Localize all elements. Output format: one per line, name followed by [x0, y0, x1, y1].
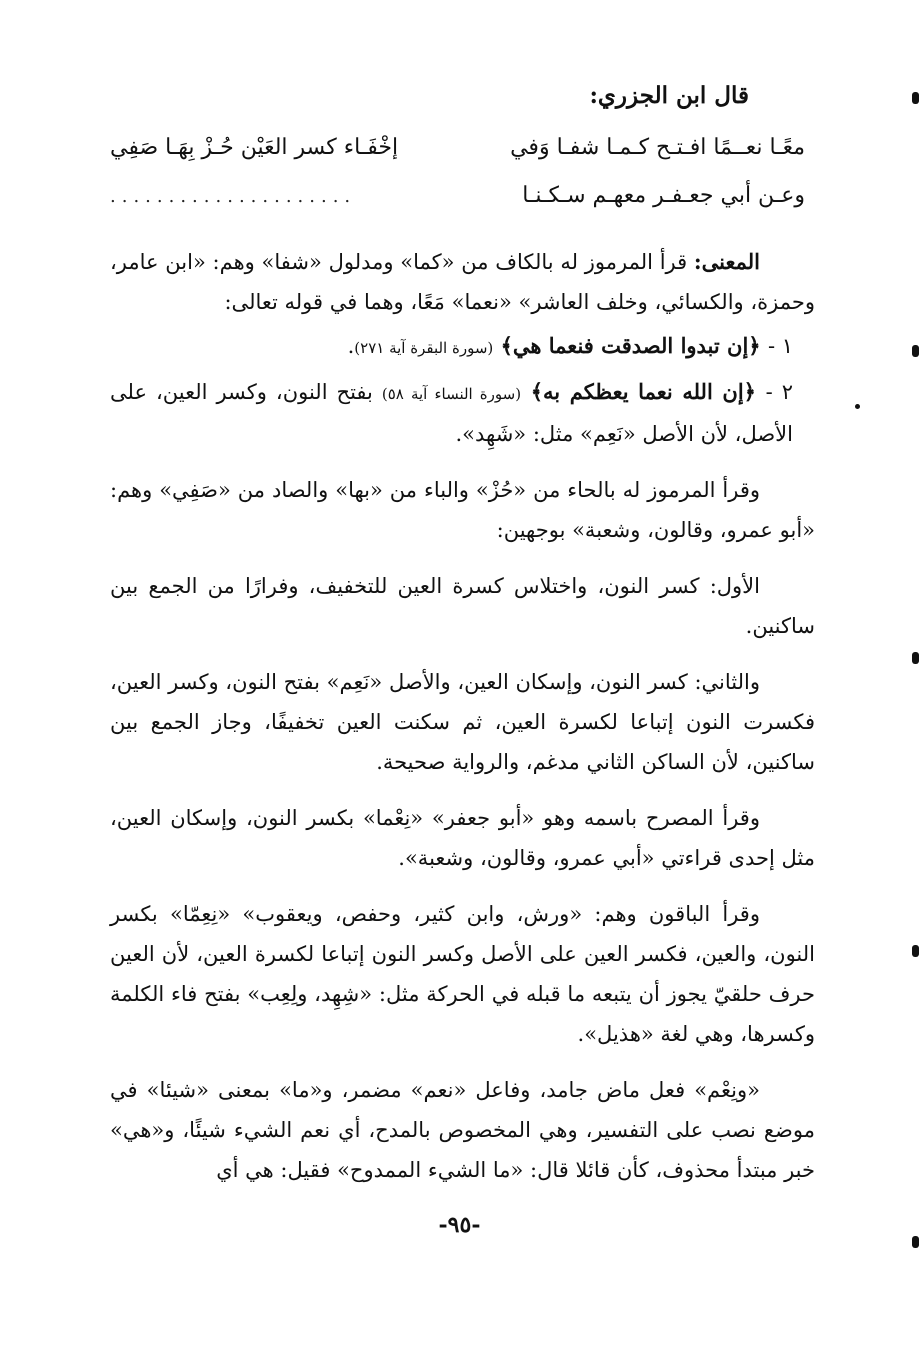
- verse-line-1: [110, 124, 815, 172]
- verse-line-2: [110, 172, 815, 220]
- margin-mark: [912, 652, 919, 664]
- section-heading: قال ابن الجزري:: [589, 82, 749, 109]
- ayah-reference: (سورة البقرة آية ٢٧١): [354, 339, 494, 357]
- item-number: ٢ -: [765, 380, 794, 404]
- page-body: [110, 70, 815, 1190]
- paragraph: وقرأ الباقون وهم: «ورش، وابن كثير، وحفص، ويعقوب» «نِعِمّا» بكسر النون، والعين، فكسر العين على الأصل وكسر النون إتباعا لكسرة العين، لأن العين حرف حلقيّ يجوز أن يتبعه ما قبله في الحركة مثل: «شِهِد، ولِعِب» بفتح فاء الكلمة وكسرها، وهي لغة «هذيل».: [110, 902, 815, 1046]
- margin-dot: [855, 404, 860, 409]
- margin-mark: [912, 92, 919, 104]
- paragraph-meaning: [110, 242, 815, 322]
- item-number: ١ -: [767, 334, 793, 358]
- paragraph: «ونِعْم» فعل ماض جامد، وفاعل «نعم» مضمر، و«ما» بمعنى «شيئا» في موضع نصب على التفسير، وهي المخصوص بالمدح، أي نعم الشيء شيئًا، و«هي» خبر مبتدأ محذوف، كأن قائلا قال: «ما الشيء الممدوح» فقيل: هي أي: [110, 1078, 815, 1182]
- margin-mark: [912, 945, 919, 957]
- quran-item-1: [110, 326, 815, 368]
- ayah-reference: (سورة النساء آية ٥٨): [381, 385, 522, 403]
- quran-item-2: [110, 372, 815, 454]
- meaning-lead: المعنى:: [693, 249, 760, 274]
- page-number: -٩٥-: [438, 1212, 481, 1238]
- verse-line-1-right: معًـا نعــمًا افـتـح كـمـا شفـا وَفي: [510, 135, 805, 160]
- paragraph: الأول: كسر النون، واختلاس كسرة العين للتخفيف، وفرارًا من الجمع بين ساكنين.: [110, 574, 815, 638]
- verse-line-2-dots: .....................: [110, 186, 357, 207]
- ayah-text: ﴿إن الله نعما يعظكم به﴾: [521, 379, 766, 404]
- paragraph: وقرأ المرموز له بالحاء من «حُزْ» والباء من «بها» والصاد من «صَفِي» وهم: «أبو عمرو، وقالون، وشعبة» بوجهين:: [110, 478, 815, 542]
- paragraph: وقرأ المصرح باسمه وهو «أبو جعفر» «نِعْما» بكسر النون، وإسكان العين، مثل إحدى قراءتي «أبي عمرو، وقالون، وشعبة».: [110, 806, 815, 870]
- item-text: .: [347, 334, 355, 358]
- paragraph: والثاني: كسر النون، وإسكان العين، والأصل «نَعِم» بفتح النون، وكسر العين، فكسرت النون إتباعا لكسرة العين، ثم سكنت العين تخفيفًا، وجاز الجمع بين ساكنين، لأن الساكن الثاني مدغم، والرواية صحيحة.: [110, 670, 815, 774]
- margin-mark: [912, 345, 919, 357]
- meaning-text: قرأ المرموز له بالكاف من «كما» ومدلول «شفا» وهم: «ابن عامر، وحمزة، والكسائي، وخلف العاشر» «نعما» مَعًا، وهما في قوله تعالى:: [110, 250, 815, 314]
- item-text: بفتح النون، وكسر العين، على الأصل، لأن الأصل «نَعِم» مثل: «شَهِد».: [110, 380, 793, 446]
- verse-line-2-right: وعـن أبي جعـفـر معهـم سـكـنـا: [522, 183, 805, 208]
- poem-verse: [110, 124, 815, 220]
- ayah-text: ﴿إن تبدوا الصدقت فنعما هي﴾: [493, 333, 768, 358]
- verse-line-1-left: إخْفَـاء كسر العَيْن حُـزْ بِهَـا صَفِي: [110, 135, 399, 160]
